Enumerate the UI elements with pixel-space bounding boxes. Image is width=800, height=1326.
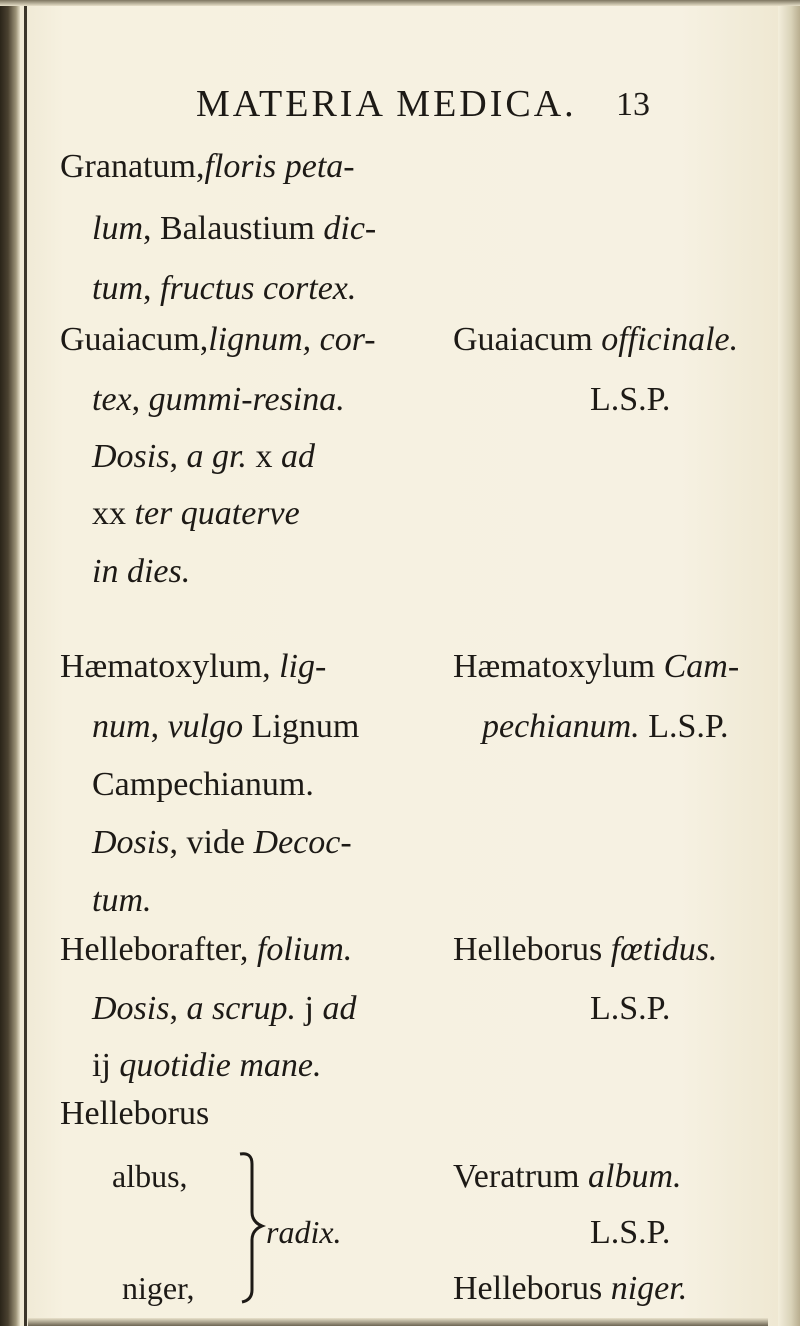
text: quotidie mane. [119, 1047, 322, 1084]
brace-icon [238, 1150, 268, 1306]
gutter-line [24, 0, 27, 1326]
right-line-3 [453, 650, 739, 684]
line-19: niger, [122, 1270, 195, 1306]
text: album. [588, 1158, 682, 1195]
text: lum [92, 210, 143, 247]
book-spine-shadow [0, 0, 20, 1326]
line-12 [92, 826, 352, 860]
text: Cam- [663, 648, 740, 685]
text: tex [92, 381, 132, 418]
text: tum [92, 270, 143, 307]
text: vulgo [167, 708, 244, 745]
line-3 [92, 272, 356, 306]
text: a scrup. [186, 990, 297, 1027]
text: Dosis [92, 990, 170, 1027]
text: ij [92, 1047, 111, 1084]
text: , vide [169, 824, 246, 861]
text: pechianum. [482, 708, 640, 745]
text: Veratrum [453, 1158, 580, 1195]
text: ter quaterve [134, 495, 300, 532]
line-18: albus, [112, 1158, 188, 1194]
text: L.S.P. [648, 708, 729, 745]
text: a gr. [186, 438, 247, 475]
right-line-5 [453, 933, 717, 967]
text: Hæmatoxylum [453, 648, 656, 685]
right-line-4 [482, 710, 729, 744]
text: Guaiacum [453, 321, 593, 358]
text: Granatum, [60, 148, 205, 185]
line-18b: radix. [266, 1214, 342, 1250]
right-line-7 [453, 1160, 682, 1194]
text: xx [92, 495, 126, 532]
line-7 [92, 497, 300, 531]
text: fructus cortex. [160, 270, 357, 307]
right-line-8: L.S.P. [590, 1214, 671, 1251]
line-13: tum. [92, 882, 152, 919]
right-line-6: L.S.P. [590, 990, 671, 1027]
line-10 [92, 710, 359, 744]
running-header: MATERIA MEDICA. [196, 83, 577, 125]
line-15 [92, 992, 356, 1026]
text: Decoc- [253, 824, 352, 861]
text: , [169, 438, 178, 475]
text: ad [280, 438, 315, 475]
right-line-1 [453, 323, 738, 357]
text: floris peta- [204, 148, 355, 185]
text: , [169, 990, 178, 1027]
text: Dosis [92, 824, 170, 861]
text: officinale. [601, 321, 739, 358]
line-5 [92, 383, 345, 417]
text: Dosis [92, 438, 170, 475]
text: Guaiacum, [60, 321, 209, 358]
line-16 [92, 1049, 321, 1083]
text: dic- [323, 210, 377, 247]
text: niger. [610, 1270, 688, 1307]
page-edge-top [0, 0, 800, 6]
text: , Balaustium [143, 210, 315, 247]
text: j [304, 990, 314, 1027]
text: Lignum [251, 708, 360, 745]
text: lig- [279, 648, 327, 685]
text: Helleborus [453, 1270, 603, 1307]
text: x [255, 438, 273, 475]
text: num [92, 708, 151, 745]
line-1 [60, 150, 355, 184]
text: lignum, cor- [208, 321, 376, 358]
right-line-2: L.S.P. [590, 381, 671, 418]
text: , [131, 381, 141, 418]
line-11: Campechianum. [92, 766, 314, 803]
text: Hæmatoxylum, [60, 648, 271, 685]
line-6 [92, 440, 315, 474]
text: , [150, 708, 160, 745]
text: Helleborafter, [60, 931, 249, 968]
text: , [143, 270, 152, 307]
text: fœtidus. [610, 931, 718, 968]
page-number: 13 [616, 86, 650, 123]
line-4 [60, 323, 376, 357]
page-edge-bottom [28, 1318, 768, 1326]
text: gummi-resina. [148, 381, 345, 418]
page-edge-right [778, 0, 800, 1326]
line-8: in dies. [92, 553, 191, 590]
line-2 [92, 212, 376, 246]
line-17: Helleborus [60, 1095, 210, 1132]
text: Helleborus [453, 931, 603, 968]
line-9 [60, 650, 326, 684]
line-14 [60, 933, 352, 967]
right-line-9 [453, 1272, 687, 1306]
text: folium. [256, 931, 353, 968]
text: ad [322, 990, 357, 1027]
